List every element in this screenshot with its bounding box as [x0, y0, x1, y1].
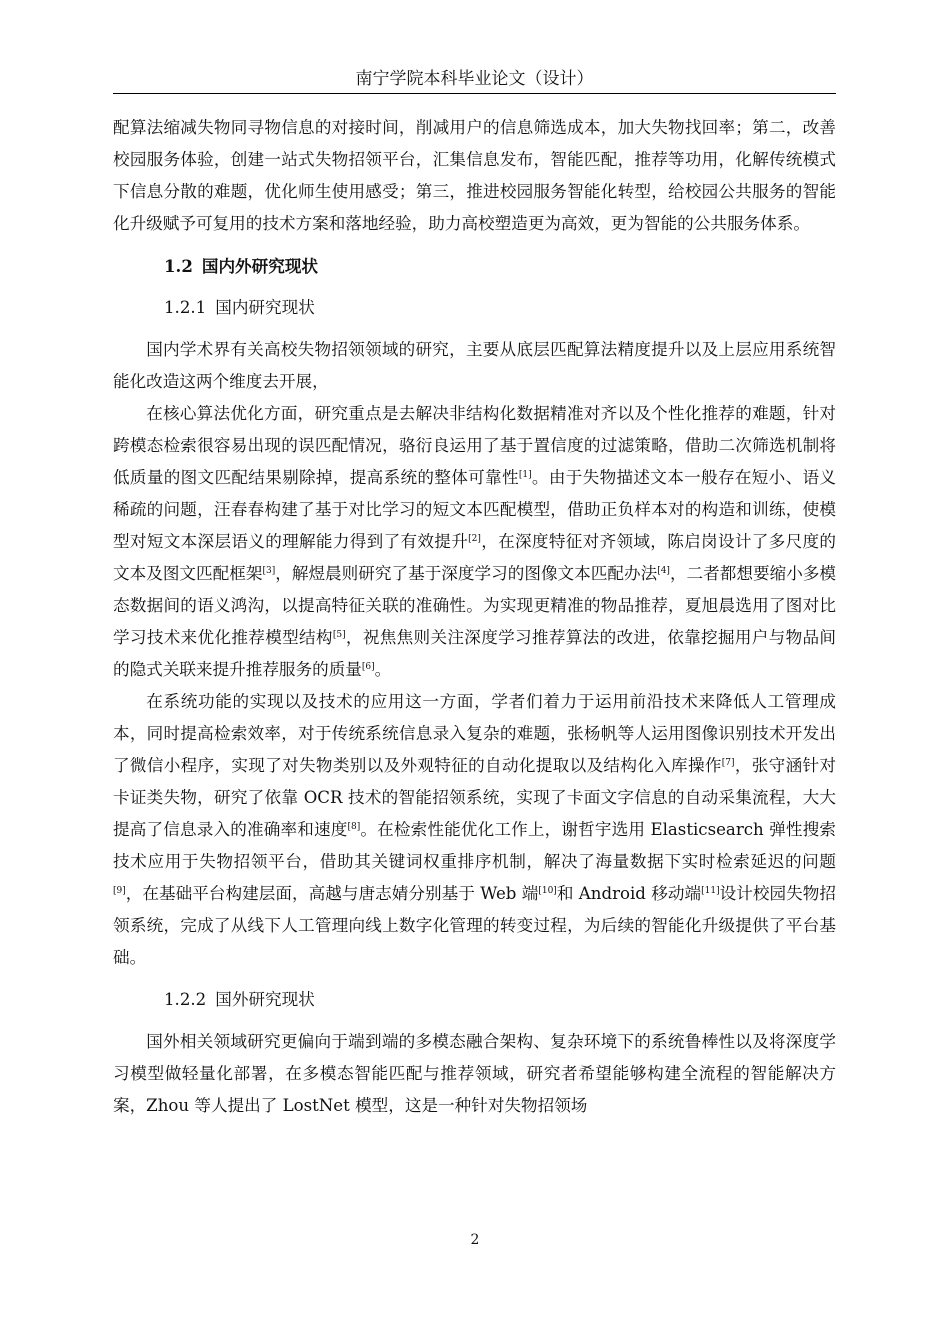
text-segment: ，解煜晨则研究了基于深度学习的图像文本匹配办法 [275, 564, 658, 583]
citation-ref-9: [9] [113, 886, 126, 896]
text-segment: ，在深度特征对齐领域，陈启岗设计了多尺度的文本及图文匹配框架 [113, 532, 836, 583]
text-segment: ，张守涵针对卡证类失物，研究了依靠 OCR 技术的智能招领系统，实现了卡面文字信息的自动采集流程，大大提高了信息录入的准确率和速度 [113, 756, 837, 839]
subsection-heading-1-2-1 [113, 292, 836, 324]
page-number: 2 [470, 1232, 480, 1248]
text-segment: 设计校园失物招领系统，完成了从线下人工管理向线上数字化管理的转变过程，为后续的智能化升级提供了平台基础。 [113, 884, 836, 967]
citation-ref-11: [11] [701, 886, 720, 896]
paragraph-system-implementation [113, 686, 836, 974]
citation-ref-1: [1] [518, 470, 532, 480]
section-title: 国内外研究现状 [201, 256, 319, 276]
citation-ref-2: [2] [468, 534, 481, 544]
section-number: 1.2 [164, 256, 193, 276]
citation-ref-4: [4] [657, 566, 670, 576]
text-segment: ，在基础平台构建层面，高越与唐志婧分别基于 Web 端 [125, 884, 539, 903]
text-segment: ，二者都想要缩小多模态数据间的语义鸿沟，以提高特征关联的准确性。为实现更精准的物品推荐，夏旭晨选用了图对比学习技术来优化推荐模型结构 [113, 564, 837, 647]
citation-ref-10: [10] [538, 886, 557, 896]
text-segment: 在系统功能的实现以及技术的应用这一方面，学者们着力于运用前沿技术来降低人工管理成本，同时提高检索效率，对于传统系统信息录入复杂的难题，张杨帆等人运用图像识别技术开发出了微信小程序，实现了对失物类别以及外观特征的自动化提取以及结构化入库操作 [113, 692, 836, 775]
paragraph-foreign-intro: 国外相关领域研究更偏向于端到端的多模态融合架构、复杂环境下的系统鲁棒性以及将深度学习模型做轻量化部署，在多模态智能匹配与推荐领域，研究者希望能够构建全流程的智能解决方案，Zhou 等人提出了 LostNet 模型，这是一种针对失物招领场 [113, 1032, 836, 1115]
citation-ref-7: [7] [721, 758, 735, 768]
citation-ref-3: [3] [262, 566, 276, 576]
subsection-number: 1.2.1 [164, 298, 207, 317]
body-text [113, 112, 836, 1122]
paragraph-continued: 配算法缩减失物同寻物信息的对接时间，削减用户的信息筛选成本，加大失物找回率；第二，改善校园服务体验，创建一站式失物招领平台，汇集信息发布，智能匹配，推荐等功用，化解传统模式下信息分散的难题，优化师生使用感受；第三，推进校园服务智能化转型，给校园公共服务的智能化升级赋予可复用的技术方案和落地经验，助力高校塑造更为高效，更为智能的公共服务体系。 [113, 118, 836, 233]
subsection-heading-1-2-2 [113, 984, 836, 1016]
running-header: 南宁学院本科毕业论文（设计） [113, 68, 836, 94]
text-segment: 。在检索性能优化工作上，谢哲宇选用 Elasticsearch 弹性搜索技术应用于失物招领平台，借助其关键词权重排序机制，解决了海量数据下实时检索延迟的问题 [113, 820, 837, 871]
citation-ref-5: [5] [332, 630, 346, 640]
text-segment: 和 Android 移动端 [556, 884, 702, 903]
citation-ref-6: [6] [361, 662, 375, 672]
subsection-number: 1.2.2 [164, 990, 207, 1009]
paragraph-algorithm-optimization [113, 398, 836, 686]
text-segment: ，祝焦焦则关注深度学习推荐算法的改进，依靠挖掘用户与物品间的隐式关联来提升推荐服务的质量 [113, 628, 837, 679]
citation-ref-8: [8] [347, 822, 361, 832]
text-segment: 。由于失物描述文本一般存在短小、语义稀疏的问题，汪春春构建了基于对比学习的短文本匹配模型，借助正负样本对的构造和训练，使模型对短文本深层语义的理解能力得到了有效提升 [113, 468, 837, 551]
subsection-title: 国外研究现状 [215, 990, 315, 1009]
text-segment: 。 [374, 660, 392, 679]
section-heading-1-2 [113, 250, 836, 282]
paragraph-domestic-intro: 国内学术界有关高校失物招领领域的研究，主要从底层匹配算法精度提升以及上层应用系统智能化改造这两个维度去开展， [113, 340, 836, 391]
text-segment: 在核心算法优化方面，研究重点是去解决非结构化数据精准对齐以及个性化推荐的难题，针对跨模态检索很容易出现的误匹配情况，骆衍良运用了基于置信度的过滤策略，借助二次筛选机制将低质量的图文匹配结果剔除掉，提高系统的整体可靠性 [113, 404, 836, 487]
subsection-title: 国内研究现状 [215, 298, 315, 317]
